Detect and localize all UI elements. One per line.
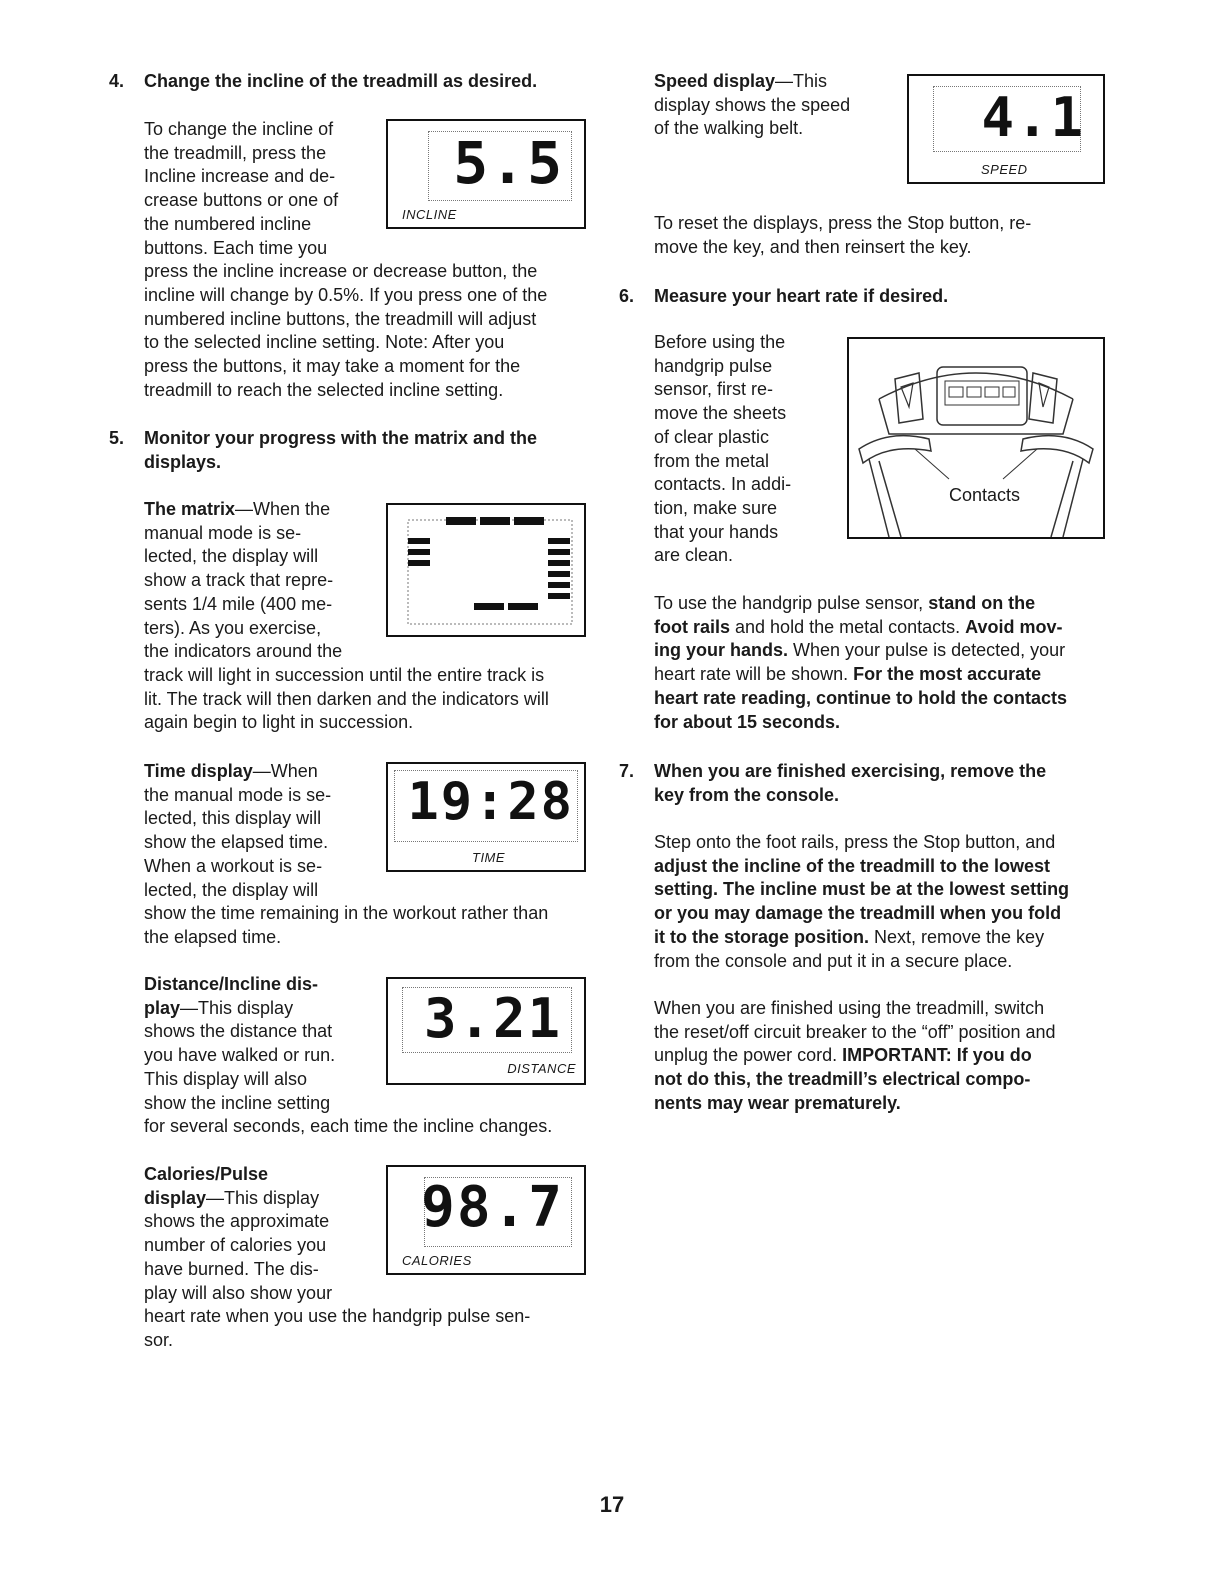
speed-display-paragraph: Speed display—This display shows the speed of the walking belt. <box>654 71 851 139</box>
speed-display-label: SPEED <box>981 162 1028 177</box>
time-display-paragraph: Time display—When the manual mode is se- lected, this display will show the elapsed time. When a workout is se- lected, the display will show the time remaining in the workout rather than the elapsed time. <box>144 761 549 947</box>
distance-display-figure <box>386 977 586 1085</box>
incline-display-value: 5.5 <box>453 129 564 197</box>
step-6-intro: Before using the handgrip pulse sensor, first re- move the sheets of clear plastic from the metal contacts. In addi- tion, make sure that your hands are clean. <box>654 332 792 566</box>
calories-display-value: 98.7 <box>421 1175 564 1240</box>
pulse-sensor-paragraph: To use the handgrip pulse sensor, stand on the foot rails and hold the metal contacts. Avoid mov- ing your hands. When your pulse is detected, your heart rate will be shown. For the most accurate heart rate reading, continue to hold the contacts for about 15 seconds. <box>654 593 1068 732</box>
step-7-paragraph-1: Step onto the foot rails, press the Stop button, and adjust the incline of the treadmill to the lowest setting. The incline must be at the lowest setting or you may damage the treadmill when you fold it to the storage position. Next, remove the key from the console and put it in a secure place. <box>654 832 1070 971</box>
calories-display-label: CALORIES <box>402 1253 472 1268</box>
contacts-label: Contacts <box>949 485 1021 505</box>
distance-display-label: DISTANCE <box>507 1061 576 1076</box>
handgrip-contacts-figure <box>847 337 1105 539</box>
step-number: 4. <box>109 71 125 91</box>
step-number: 7. <box>619 761 635 781</box>
step-number: 5. <box>109 428 125 448</box>
time-display-label: TIME <box>472 850 506 865</box>
step-number: 6. <box>619 286 635 306</box>
distance-display-paragraph: Distance/Incline dis- play—This display shows the distance that you have walked or run. This display will also show the incline setting for several seconds, each time the incline changes. <box>144 974 553 1137</box>
speed-display-figure <box>907 74 1105 184</box>
calories-display-figure <box>386 1165 586 1275</box>
matrix-paragraph: The matrix—When the manual mode is se- lected, the display will show a track that repre- sents 1/4 mile (400 me- ters). As you exercise, the indicators around the track will light in succession until the entire track is lit. The track will then darken and the indicators will again begin to light in succession. <box>144 499 549 733</box>
step-7-paragraph-2: When you are finished using the treadmill, switch the reset/off circuit breaker to the “off” position and unplug the power cord. IMPORTANT: If you do not do this, the treadmill’s electrical compo- nents may wear prematurely. <box>654 998 1056 1113</box>
step-title: Measure your heart rate if desired. <box>654 286 949 306</box>
matrix-display-figure <box>386 503 586 637</box>
incline-display-label: INCLINE <box>402 207 457 222</box>
page-number: 17 <box>599 1492 625 1517</box>
matrix-track-graphic <box>388 505 584 635</box>
step-4-intro: To change the incline of the treadmill, press the Incline increase and de- crease buttons or one of the numbered incline buttons. Each time you press the incline increase or decrease button, the incline will change by 0.5%. If you press one of the numbered incline buttons, the treadmill will adjust to the selected incline setting. Note: After you press the buttons, it may take a moment for the treadmill to reach the selected incline setting. <box>144 119 548 400</box>
time-display-value: 19:28 <box>407 772 574 832</box>
step-title: Change the incline of the treadmill as desired. <box>144 71 538 91</box>
treadmill-console-illustration <box>849 339 1103 537</box>
speed-display-value: 4.1 <box>981 86 1085 149</box>
time-display-figure <box>386 762 586 872</box>
reset-paragraph: To reset the displays, press the Stop button, re- move the key, and then reinsert the key. <box>654 213 1032 257</box>
distance-display-value: 3.21 <box>423 987 562 1050</box>
calories-display-paragraph: Calories/Pulse display—This display shows the approximate number of calories you have burned. The dis- play will also show your heart rate when you use the handgrip pulse sen- sor. <box>144 1164 531 1350</box>
incline-display-figure <box>386 119 586 229</box>
